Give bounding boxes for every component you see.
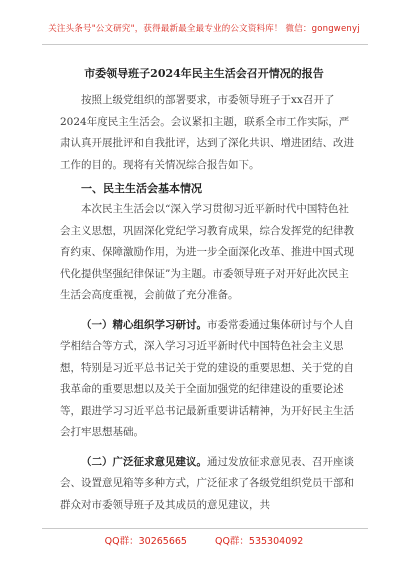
subsection-2-text: 通过发放征求意见表、召开座谈会、设置意见箱等多种方式，广泛征求了各级党组织党员干部和群众对市委领导班子及其成员的意见建议，共	[60, 455, 354, 511]
footer-qq-group-1: QQ群：30265665	[104, 536, 187, 547]
header-banner: 关注头条号"公文研究"，获得最新最全最专业的公文资料库！ 微信：gongwenyj	[48, 24, 360, 34]
footer	[0, 533, 408, 547]
footer-qq-group-2: QQ群：535304092	[214, 536, 304, 547]
intro-block	[60, 90, 357, 176]
section1-block	[60, 199, 357, 516]
subsection-1-paragraph	[60, 315, 357, 444]
subsection-1-heading: （一）精心组织学习研讨。	[81, 318, 207, 331]
document-title: 市委领导班子2024年民主生活会召开情况的报告	[84, 67, 324, 80]
subsection-1-text: 市委常委通过集体研讨与个人自学相结合等方式，深入学习习近平新时代中国特色社会主义思想，特别是习近平总书记关于党的建设的重要思想、关于党的自我革命的重要思想以及关于全面加强党的纪律建设的重要论述等，跟进学习习近平总书记最新重要讲话精神，为开好民主生活会打牢思想基础。	[60, 318, 354, 438]
section1-paragraph: 本次民主生活会以“深入学习贯彻习近平新时代中国特色社会主义思想，巩固深化党纪学习教育成果，综合发挥党的纪律教育约束、保障激励作用，为进一步全面深化改革、推进中国式现代化提供坚强纪律保证”为主题。市委领导班子对开好此次民主生活会高度重视，会前做了充分准备。	[60, 203, 354, 301]
header-divider	[42, 44, 368, 45]
section-heading: 一、民主生活会基本情况	[81, 182, 202, 195]
subsection-2-paragraph	[60, 452, 357, 517]
intro-paragraph: 按照上级党组织的部署要求，市委领导班子于xx召开了2024年度民主生活会。会议紧扣主题，联系全市工作实际，严肃认真开展批评和自我批评，达到了深化共识、增进团结、改进工作的目的。现将有关情况综合报告如下。	[60, 94, 354, 171]
subsection-2-heading: （二）广泛征求意见建议。	[81, 455, 207, 468]
footer-divider	[42, 528, 368, 529]
